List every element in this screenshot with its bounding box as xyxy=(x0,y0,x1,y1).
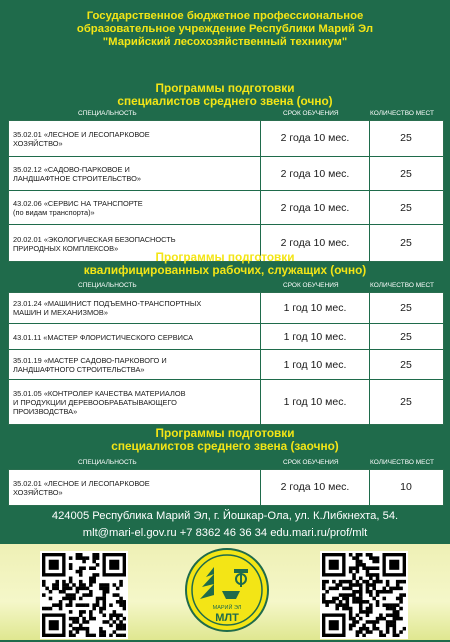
specialty-cell xyxy=(9,380,261,425)
table-row xyxy=(9,323,443,350)
qr-code-left-icon xyxy=(42,553,126,637)
places-cell: 25 xyxy=(400,330,412,343)
specialty-line: 20.02.01 «ЭКОЛОГИЧЕСКАЯ БЕЗОПАСНОСТЬ xyxy=(13,234,176,244)
header-line-3: "Марийский лесохозяйственный техникум" xyxy=(102,36,348,48)
places-cell: 10 xyxy=(400,481,412,493)
places-cell: 25 xyxy=(400,237,412,249)
specialty-line: И ПРОДУКЦИИ ДЕРЕВООБРАБАТЫВАЮЩЕГО xyxy=(13,398,177,407)
section-title-line-2: специалистов среднего звена (очно) xyxy=(117,94,333,108)
specialty-line: МАШИН И МЕХАНИЗМОВ» xyxy=(13,308,108,317)
column-headers xyxy=(8,458,442,468)
programs-table xyxy=(8,292,444,425)
places-cell: 25 xyxy=(400,358,412,371)
programs-table xyxy=(8,120,444,262)
column-header-term: СРОК ОБУЧЕНИЯ xyxy=(283,282,339,289)
section-title xyxy=(0,251,450,277)
mlt-logo-icon xyxy=(184,547,270,633)
specialty-cell xyxy=(9,121,261,156)
header-line-2: образовательное учреждение Республики Марий Эл xyxy=(76,23,374,35)
table-row xyxy=(9,121,443,156)
term-cell: 2 года 10 мес. xyxy=(261,225,370,262)
column-header-specialty: СПЕЦИАЛЬНОСТЬ xyxy=(78,459,137,466)
term-cell: 1 год 10 мес. xyxy=(261,380,370,425)
specialty-line: ПРИРОДНЫХ КОМПЛЕКСОВ» xyxy=(13,243,119,253)
specialty-line: 35.01.19 «МАСТЕР САДОВО-ПАРКОВОГО И xyxy=(13,356,167,365)
column-header-specialty: СПЕЦИАЛЬНОСТЬ xyxy=(78,110,137,117)
column-header-specialty: СПЕЦИАЛЬНОСТЬ xyxy=(78,282,137,289)
qr-code-right[interactable] xyxy=(320,551,408,639)
column-header-term: СРОК ОБУЧЕНИЯ xyxy=(283,459,339,466)
places-cell: 25 xyxy=(400,396,412,408)
specialty-line: ХОЗЯЙСТВО» xyxy=(13,138,63,148)
address-line: 424005 Республика Марий Эл, г. Йошкар-Ола, ул. К.Либкнехта, 54. xyxy=(51,510,399,522)
places-cell: 25 xyxy=(400,167,412,180)
term-cell: 2 года 10 мес. xyxy=(261,121,370,156)
term-cell: 2 года 10 мес. xyxy=(261,470,370,505)
contacts-line: mlt@mari-el.gov.ru +7 8362 46 36 34 edu.mari.ru/prof/mlt xyxy=(82,527,368,539)
term-cell: 1 год 10 мес. xyxy=(261,324,370,350)
column-header-places: КОЛИЧЕСТВО МЕСТ xyxy=(370,282,434,289)
college-logo xyxy=(184,547,270,633)
specialty-cell xyxy=(9,350,261,380)
section-title xyxy=(0,82,450,108)
specialty-line: 35.02.01 «ЛЕСНОЕ И ЛЕСОПАРКОВОЕ xyxy=(13,478,150,488)
specialty-line: (по видам транспорта)» xyxy=(13,208,95,217)
places-cell: 25 xyxy=(400,201,412,214)
specialty-line: 43.02.06 «СЕРВИС НА ТРАНСПОРТЕ xyxy=(13,199,143,208)
institution-header xyxy=(0,10,450,49)
qr-code-left[interactable] xyxy=(40,551,128,639)
qr-code-right-icon xyxy=(322,553,406,637)
term-cell: 2 года 10 мес. xyxy=(261,157,370,191)
column-header-places: КОЛИЧЕСТВО МЕСТ xyxy=(370,110,434,117)
table-row xyxy=(9,470,443,505)
column-headers xyxy=(8,109,442,119)
specialty-cell xyxy=(9,324,261,350)
specialty-line: 35.01.05 «КОНТРОЛЕР КАЧЕСТВА МАТЕРИАЛОВ xyxy=(13,389,186,398)
section-title-line-1: Программы подготовки xyxy=(155,250,295,264)
section-title xyxy=(0,427,450,453)
specialty-line: 35.02.01 «ЛЕСНОЕ И ЛЕСОПАРКОВОЕ xyxy=(13,129,150,139)
programs-table xyxy=(8,469,444,506)
term-cell: 2 года 10 мес. xyxy=(261,191,370,225)
specialty-line: ЛАНДШАФТНОГО СТРОИТЕЛЬСТВА» xyxy=(13,365,145,374)
specialty-line: ХОЗЯЙСТВО» xyxy=(13,487,63,497)
table-row xyxy=(9,349,443,380)
specialty-line: 35.02.12 «САДОВО-ПАРКОВОЕ И xyxy=(13,165,130,174)
table-row xyxy=(9,293,443,323)
term-cell: 1 год 10 мес. xyxy=(261,350,370,380)
header-line-1: Государственное бюджетное профессиональное xyxy=(86,10,364,22)
section-title-line-2: специалистов среднего звена (заочно) xyxy=(111,439,339,453)
logo-name: МЛТ xyxy=(215,612,239,624)
specialty-line: ЛАНДШАФТНОЕ СТРОИТЕЛЬСТВО» xyxy=(13,174,141,183)
specialty-cell xyxy=(9,157,261,191)
column-headers xyxy=(8,281,442,291)
section-title-line-2: квалифицированных рабочих, служащих (очно) xyxy=(83,263,367,277)
specialty-cell xyxy=(9,293,261,323)
column-header-places: КОЛИЧЕСТВО МЕСТ xyxy=(370,459,434,466)
specialty-cell xyxy=(9,191,261,225)
specialty-line: 23.01.24 «МАШИНИСТ ПОДЪЕМНО-ТРАНСПОРТНЫХ xyxy=(13,299,202,308)
table-row xyxy=(9,190,443,225)
specialty-line: ПРОИЗВОДСТВА» xyxy=(13,407,78,416)
section-title-line-1: Программы подготовки xyxy=(155,81,295,95)
specialty-line: 43.01.11 «МАСТЕР ФЛОРИСТИЧЕСКОГО СЕРВИСА xyxy=(13,332,194,342)
places-cell: 25 xyxy=(400,132,412,144)
places-cell: 25 xyxy=(400,301,412,314)
specialty-cell xyxy=(9,470,261,505)
section-title-line-1: Программы подготовки xyxy=(155,426,295,440)
logo-top-text: МАРИЙ ЭЛ xyxy=(212,605,242,611)
table-row xyxy=(9,379,443,425)
term-cell: 1 год 10 мес. xyxy=(261,293,370,323)
column-header-term: СРОК ОБУЧЕНИЯ xyxy=(283,110,339,117)
table-row xyxy=(9,156,443,191)
